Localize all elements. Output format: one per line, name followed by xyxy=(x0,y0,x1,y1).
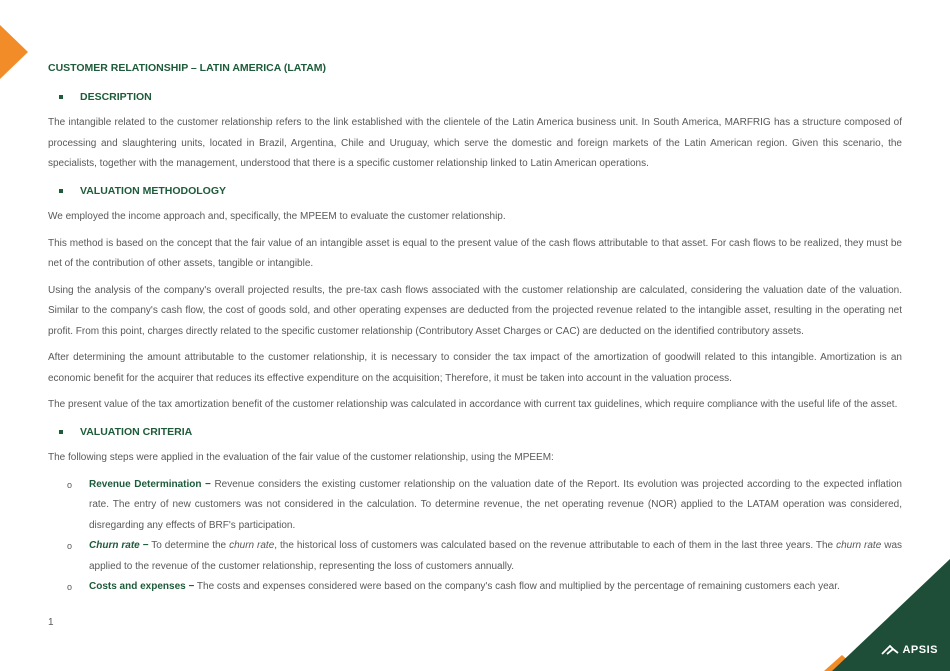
list-item xyxy=(48,536,902,577)
list-item-body: To determine the xyxy=(148,540,230,551)
section-heading-criteria xyxy=(48,422,902,443)
list-item-emphasis: churn rate xyxy=(229,540,275,551)
circle-bullet-icon: o xyxy=(67,582,73,592)
section-heading-label: DESCRIPTION xyxy=(80,90,152,103)
list-item xyxy=(48,475,902,537)
square-bullet-icon xyxy=(59,189,63,193)
list-item-body: Revenue considers the existing customer relationship on the valuation date of the Report. Its evolution was projected according to the expected inflation rate. The entry of new customers was not considered in the calculation. To determine revenue, the net operating revenue (NOR) applied to the LATAM operation was considered, disregarding any effects of BRF's participation. xyxy=(89,478,902,531)
methodology-paragraph: This method is based on the concept that the fair value of an intangible asset is equal to the present value of the cash flows attributable to that asset. For cash flows to be realized, they must be net of the contribution of other assets, tangible or intangible. xyxy=(48,237,902,269)
list-item-heading: Churn rate − xyxy=(89,540,149,551)
orange-corner-triangle-top xyxy=(0,25,28,79)
list-item-text xyxy=(89,536,902,577)
list-item-heading: Revenue Determination − xyxy=(89,478,211,490)
description-paragraph: The intangible related to the customer relationship refers to the link established with the clientele of the Latin America business unit. In South America, MARFRIG has a structure composed of processing and slaughtering units, located in Brazil, Argentina, Chile and Uruguay, which serve the domestic and foreign markets of the Latin American region. Given this scenario, the specialists, together with the management, understood that there is a specific customer relationship linked to Latin American operations. xyxy=(48,117,902,169)
methodology-paragraph: We employed the income approach and, specifically, the MPEEM to evaluate the customer relationship. xyxy=(48,211,506,222)
list-item-body: was applied to the revenue of the customer relationship, representing the loss of customers annually. xyxy=(89,540,903,572)
criteria-list xyxy=(48,475,902,598)
circle-bullet-icon: o xyxy=(67,541,73,551)
page-title: CUSTOMER RELATIONSHIP – LATIN AMERICA (LATAM) xyxy=(48,62,327,74)
apsis-logo xyxy=(881,644,938,656)
list-item-body: , the historical loss of customers was calculated based on the revenue attributable to each of them in the last three years. The xyxy=(274,540,837,551)
list-item-heading: Costs and expenses − xyxy=(89,581,195,592)
logo-text: APSIS xyxy=(902,644,938,656)
circle-bullet-icon: o xyxy=(67,479,73,490)
section-heading-methodology xyxy=(48,181,902,202)
page-number: 1 xyxy=(48,617,54,628)
list-item xyxy=(48,577,902,598)
square-bullet-icon xyxy=(59,430,63,434)
list-item-emphasis: churn rate xyxy=(836,540,882,551)
section-heading-description xyxy=(48,87,902,108)
list-item-text xyxy=(89,475,902,537)
methodology-paragraph: The present value of the tax amortization benefit of the customer relationship was calculated in accordance with current tax guidelines, which require compliance with the useful life of the asset. xyxy=(48,399,898,410)
criteria-intro: The following steps were applied in the evaluation of the fair value of the customer relationship, using the MPEEM: xyxy=(48,452,554,463)
list-item-text xyxy=(89,577,902,598)
methodology-paragraph: Using the analysis of the company's overall projected results, the pre-tax cash flows associated with the customer relationship are calculated, considering the valuation date of the valuation. Similar to the company's cash flow, the cost of goods sold, and other operating expenses are deducted from the projected revenue related to the intangible asset, resulting in the operating net profit. From this point, charges directly related to the specific customer relationship (Contributory Asset Charges or CAC) are deducted on the identified contributory assets. xyxy=(48,284,902,337)
apsis-swoosh-icon xyxy=(881,644,899,656)
methodology-paragraph: After determining the amount attributable to the customer relationship, it is necessary to consider the tax impact of the amortization of goodwill related to this intangible. Amortization is an economic benefit for the acquirer that reduces its effective expenditure on the acquisition; Therefore, it must be taken into account in the valuation process. xyxy=(48,352,902,384)
section-heading-label: VALUATION CRITERIA xyxy=(80,425,193,438)
document-body xyxy=(48,58,902,598)
section-heading-label: VALUATION METHODOLOGY xyxy=(80,184,227,197)
list-item-body: The costs and expenses considered were based on the company's cash flow and multiplied by the percentage of remaining customers each year. xyxy=(194,581,840,592)
square-bullet-icon xyxy=(59,95,63,99)
